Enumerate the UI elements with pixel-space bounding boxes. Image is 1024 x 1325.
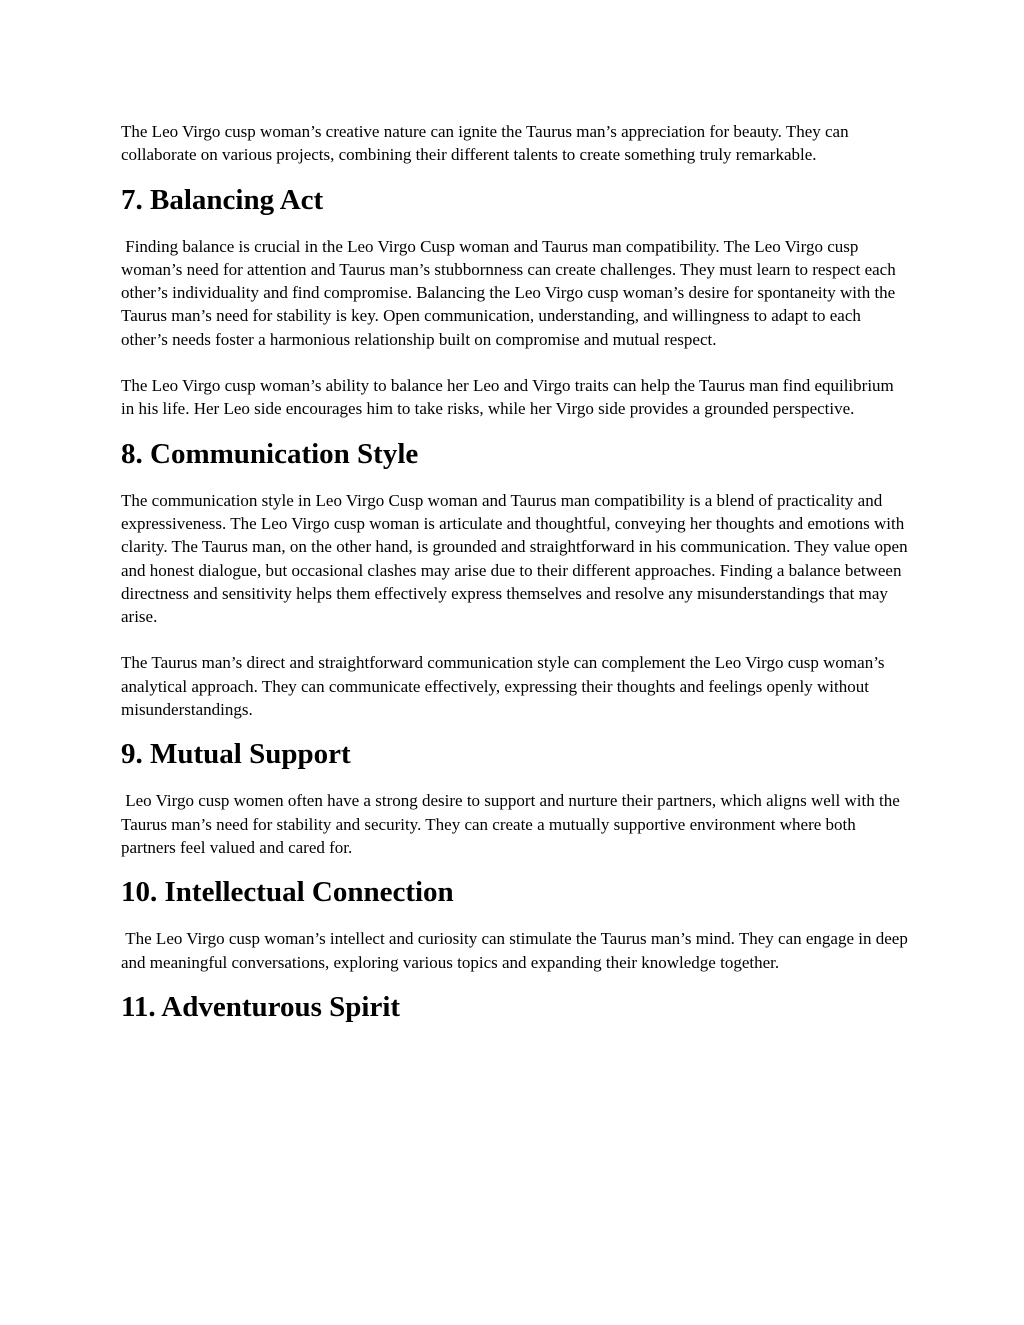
intellectual-connection-paragraph: The Leo Virgo cusp woman’s intellect and curiosity can stimulate the Taurus man’s mind. They can engage in deep and meaningful conversations, exploring various topics and expanding their knowledge together.	[121, 929, 913, 972]
mutual-support-paragraph: Leo Virgo cusp women often have a strong desire to support and nurture their partners, which aligns well with the Taurus man’s need for stability and security. They can create a mutually supportive environment where both partners feel valued and cared for.	[121, 791, 904, 857]
section-heading-balancing-act: 7. Balancing Act	[121, 183, 324, 216]
balancing-act-paragraph-1: Finding balance is crucial in the Leo Virgo Cusp woman and Taurus man compatibility. The Leo Virgo cusp woman’s need for attention and Taurus man’s stubbornness can create challenges. They must learn to respect each other’s individuality and find compromise. Balancing the Leo Virgo cusp woman’s desire for spontaneity with the Taurus man’s need for stability is key. Open communication, understanding, and willingness to adapt to each other’s needs foster a harmonious relationship built on compromise and mutual respect.	[121, 236, 900, 349]
document-page	[121, 120, 911, 1025]
balancing-act-paragraph-2: The Leo Virgo cusp woman’s ability to balance her Leo and Virgo traits can help the Taurus man find equilibrium in his life. Her Leo side encourages him to take risks, while her Virgo side provides a grounded perspective.	[121, 376, 899, 419]
communication-style-paragraph-1: The communication style in Leo Virgo Cusp woman and Taurus man compatibility is a blend of practicality and expressiveness. The Leo Virgo cusp woman is articulate and thoughtful, conveying her thoughts and emotions with clarity. The Taurus man, on the other hand, is grounded and straightforward in his communication. They value open and honest dialogue, but occasional clashes may arise due to their different approaches. Finding a balance between directness and sensitivity helps them effectively express themselves and resolve any misunderstandings that may arise.	[121, 490, 912, 627]
section-heading-communication-style: 8. Communication Style	[121, 437, 419, 470]
section-heading-mutual-support: 9. Mutual Support	[121, 738, 351, 771]
section-heading-intellectual-connection: 10. Intellectual Connection	[121, 876, 454, 909]
intro-paragraph: The Leo Virgo cusp woman’s creative nature can ignite the Taurus man’s appreciation for beauty. They can collaborate on various projects, combining their different talents to create something truly remarkable.	[121, 122, 853, 165]
section-heading-adventurous-spirit: 11. Adventurous Spirit	[121, 990, 401, 1023]
communication-style-paragraph-2: The Taurus man’s direct and straightforward communication style can complement the Leo Virgo cusp woman’s analytical approach. They can communicate effectively, expressing their thoughts and feelings openly without misunderstandings.	[121, 653, 889, 720]
